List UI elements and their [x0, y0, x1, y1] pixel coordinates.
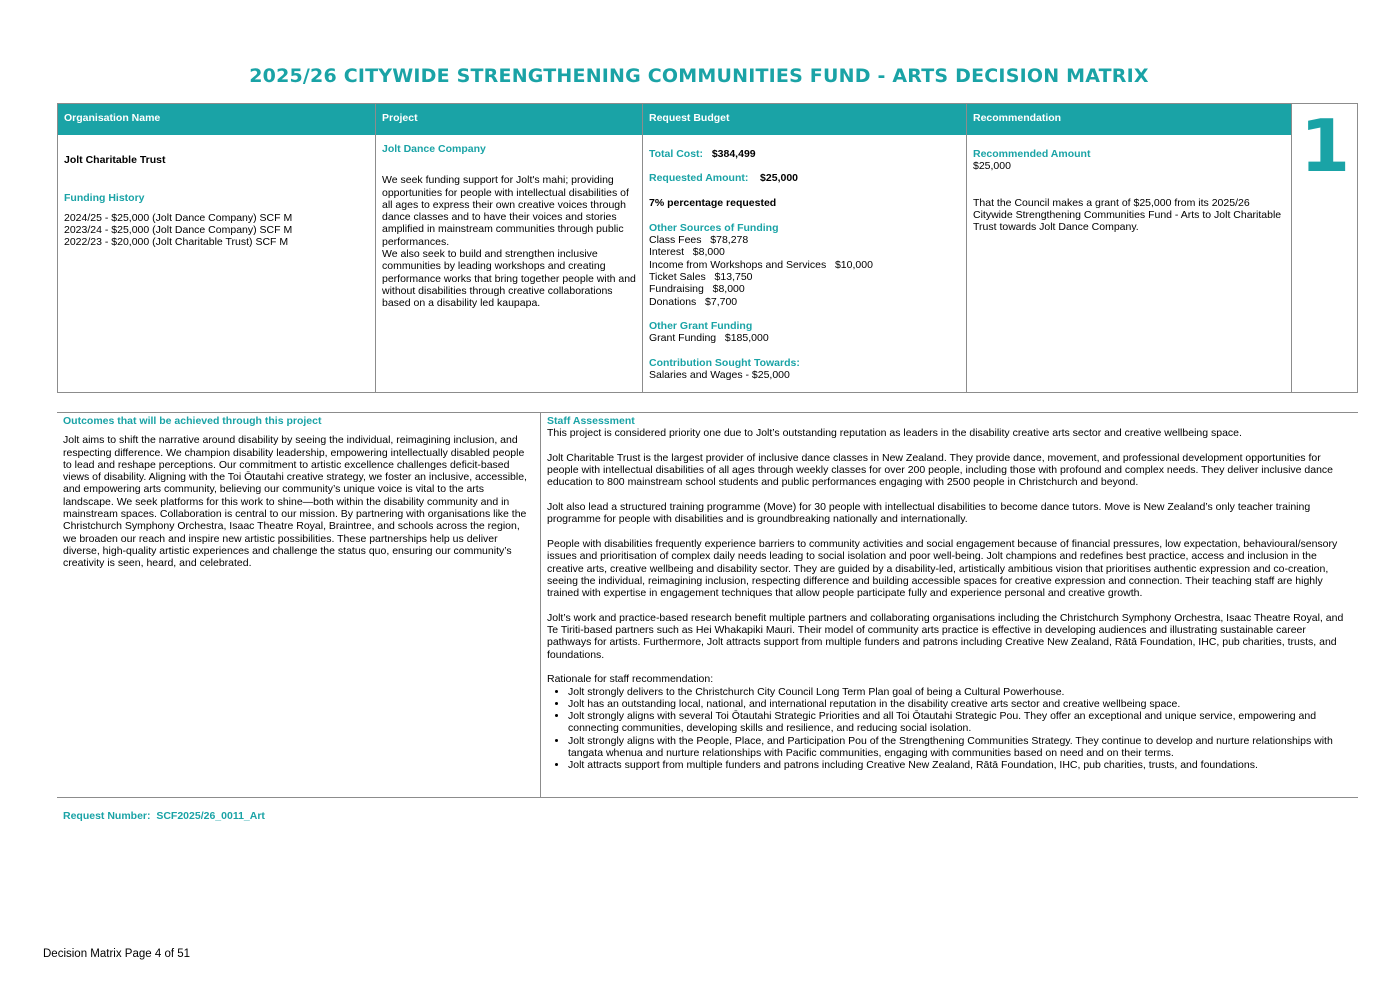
- priority-column: [1292, 104, 1358, 392]
- summary-table: [57, 103, 1358, 393]
- rationale-item: • Jolt strongly aligns with several Toi Ōtautahi Strategic Priorities and all Toi Ōtautahi Strategic Pou. They offer an exceptional and unique service, empowering and connecting communities, developing skills and resilience, and reducing social isolation.: [568, 710, 1352, 735]
- recommendation-header: Recommendation: [967, 104, 1291, 135]
- page-footer: Decision Matrix Page 4 of 51: [43, 948, 191, 960]
- other-grants-label: Other Grant Funding: [649, 319, 753, 332]
- staff-paragraph: People with disabilities frequently experience barriers to community activities and social engagement because of financial pressures, low expectation, behavioural/sensory issues and prioritisation of complex daily needs leading to social isolation and poor well-being. Jolt champions and redefines best practice, access and inclusion in the creative arts, creative wellbeing and disability sector. They are guided by a disability-led, artistically ambitious vision that prioritises authentic expression and co-creation, seeing the individual, reimagining inclusion, respecting difference and building accessible spaces for creative expression and connection. Their teaching staff are highly trained with expertise in engagement techniques that allow people participate fully and experience personal and creative growth.: [547, 537, 1338, 600]
- staff-assessment-panel: [541, 413, 1358, 797]
- staff-paragraph: Jolt Charitable Trust is the largest provider of inclusive dance classes in New Zealand. They provide dance, movement, and professional development opportunities for people with intellectual disabilities of all ages through weekly classes for over 200 people, including those with profound and complex needs. They deliver inclusive dance education to 800 mainstream school students and public performances engaging with 2500 people in Christchurch and beyond.: [547, 451, 1334, 489]
- project-header: Project: [376, 104, 642, 135]
- funding-history-item: 2022/23 - $20,000 (Jolt Charitable Trust) SCF M: [64, 236, 289, 249]
- request-number: Request Number: SCF2025/26_0011_Art: [63, 810, 265, 822]
- total-cost: [649, 148, 960, 160]
- percentage-requested: 7% percentage requested: [649, 196, 777, 209]
- staff-paragraph: Jolt’s work and practice-based research benefit multiple partners and collaborating organisations including the Christchurch Symphony Orchestra, Isaac Theatre Royal, and Te Tiriti-based partners such as Hei Whakapiki Mauri. Their model of community arts practice is effective in developing audiences and illustrating sustainable career pathways for artists. Furthermore, Jolt attracts support from multiple funders and patrons including Creative New Zealand, Rātā Foundation, IHC, pub charities, trusts, and foundations.: [547, 611, 1344, 661]
- project-name: Jolt Dance Company: [382, 143, 486, 155]
- other-sources-label: Other Sources of Funding: [649, 221, 779, 234]
- other-source-item: Donations $7,700: [649, 295, 738, 308]
- other-grants-value: Grant Funding $185,000: [649, 332, 769, 345]
- contribution-label: Contribution Sought Towards:: [649, 356, 800, 369]
- budget-header: Request Budget: [643, 104, 966, 135]
- funding-history-item: 2024/25 - $25,000 (Jolt Dance Company) SCF M: [64, 211, 293, 224]
- funding-history-list: [64, 212, 369, 249]
- other-sources-list: [649, 234, 960, 308]
- other-source-item: Interest $8,000: [649, 246, 725, 259]
- outcomes-text: Jolt aims to shift the narrative around disability by seeing the individual, reimagining inclusion, and respecting difference. We champion disability leadership, empowering intellectually disabled people to lead and reshape perceptions. Our commitment to artistic excellence challenges deficit-based views of disability. Aligning with the Toi Ōtautahi creative strategy, we foster an inclusive, accessible, and empowering arts community, believing our community’s unique voice is vital to the arts landscape. We seek platforms for this work to shine—both within the disability community and in mainstream spaces. Collaboration is central to our mission. By partnering with organisations like the Christchurch Symphony Orchestra, Isaac Theatre Royal, Braintree, and schools across the region, we broaden our reach and inspire new artistic possibilities. These partnerships help us deliver diverse, high-quality artistic experiences and challenge the status quo, ensuring our community’s creativity is seen, heard, and celebrated.: [63, 434, 527, 570]
- total-cost-value: $384,499: [711, 148, 756, 160]
- rationale-list: [547, 686, 1352, 772]
- rationale-item: • Jolt has an outstanding local, national, and international reputation in the disability creative arts sector and creative wellbeing space.: [568, 698, 1352, 710]
- other-source-item: Class Fees $78,278: [649, 234, 749, 247]
- project-description: We also seek to build and strengthen inclusive communities by leading workshops and creating performance works that bring together people with and without disabilities through creative collaborations based on a disability led kaupapa.: [382, 248, 636, 310]
- page-title: 2025/26 CITYWIDE STRENGTHENING COMMUNITIES FUND - ARTS DECISION MATRIX: [249, 65, 1149, 87]
- priority-number: 1: [1299, 104, 1351, 188]
- outcomes-panel: [57, 413, 541, 797]
- recommendation-text: That the Council makes a grant of $25,000 from its 2025/26 Citywide Strengthening Communities Fund - Arts to Jolt Charitable Trust towards Jolt Dance Company.: [973, 196, 1282, 234]
- assessment-section: [57, 412, 1358, 798]
- funding-history-label: Funding History: [64, 192, 145, 205]
- total-cost-label: Total Cost:: [649, 148, 704, 160]
- organisation-column: [58, 104, 376, 392]
- project-description: We seek funding support for Jolt's mahi; providing opportunities for people with intellectual disabilities of all ages to express their own creative voices through dance classes and to have their voices and stories amplified in mainstream communities through public performances.: [382, 174, 629, 248]
- rationale-item: • Jolt strongly aligns with the People, Place, and Participation Pou of the Strengthening Communities Strategy. They continue to develop and nurture relationships with tangata whenua and nurture relationships with Pacific communities, engaging with communities based on need and on their terms.: [568, 735, 1352, 760]
- other-source-item: Fundraising $8,000: [649, 283, 745, 296]
- rationale-label: Rationale for staff recommendation:: [547, 673, 714, 686]
- organisation-name: Jolt Charitable Trust: [64, 154, 166, 166]
- rationale-item: • Jolt attracts support from multiple funders and patrons including Creative New Zealand, Rātā Foundation, IHC, pub charities, trusts, and foundations.: [568, 759, 1352, 771]
- requested-amount-value: $25,000: [760, 172, 799, 185]
- outcomes-label: Outcomes that will be achieved through this project: [63, 415, 322, 427]
- other-source-item: Ticket Sales $13,750: [649, 271, 753, 284]
- funding-history-item: 2023/24 - $25,000 (Jolt Dance Company) SCF M: [64, 223, 293, 236]
- staff-paragraph: This project is considered priority one due to Jolt’s outstanding reputation as leaders in the disability creative arts sector and creative wellbeing space.: [547, 427, 1242, 440]
- recommended-amount-value: $25,000: [973, 160, 1011, 173]
- staff-assessment-label: Staff Assessment: [547, 415, 635, 427]
- recommended-amount-label: Recommended Amount: [973, 148, 1091, 160]
- staff-paragraph: Jolt also lead a structured training programme (Move) for 30 people with intellectual disabilities to become dance tutors. Move is New Zealand’s only teacher training programme for people with disabilities and is groundbreaking nationally and internationally.: [547, 501, 1311, 526]
- other-source-item: Income from Workshops and Services $10,000: [649, 258, 873, 271]
- requested-amount: [649, 172, 960, 184]
- contribution-value: Salaries and Wages - $25,000: [649, 368, 790, 381]
- project-column: [376, 104, 643, 392]
- recommendation-column: [967, 104, 1292, 392]
- rationale-item: • Jolt strongly delivers to the Christchurch City Council Long Term Plan goal of being a Cultural Powerhouse.: [568, 686, 1352, 698]
- organisation-header: Organisation Name: [58, 104, 375, 135]
- requested-amount-label: Requested Amount:: [649, 172, 749, 185]
- budget-column: [643, 104, 967, 392]
